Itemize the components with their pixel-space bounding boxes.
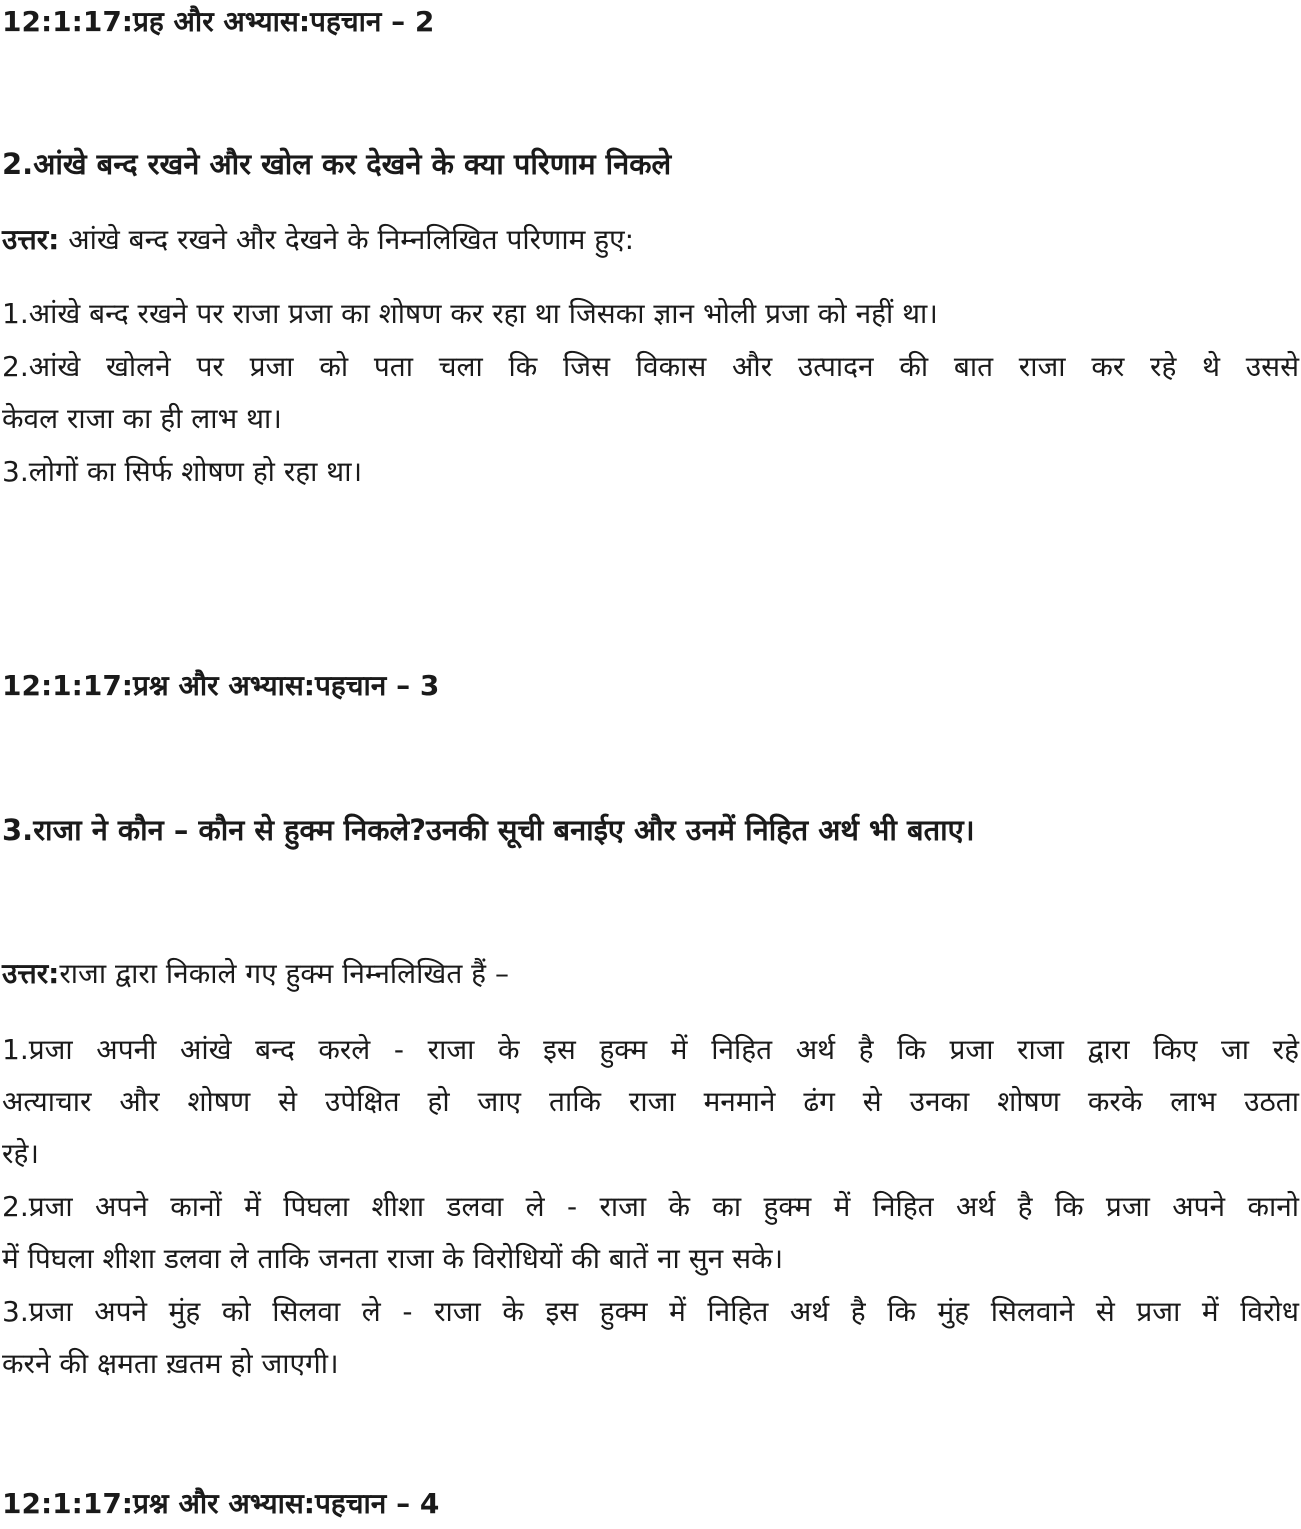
section-heading: 12:1:17:प्रश्न और अभ्यास:पहचान – 4 (2, 1487, 440, 1520)
answer-point: अत्याचार और शोषण से उपेक्षित हो जाए ताकि राजा मनमाने ढंग से उनका शोषण करके लाभ उठता (2, 1085, 1299, 1118)
section-heading: 12:1:17:प्रश्न और अभ्यास:पहचान – 3 (2, 669, 440, 702)
answer-point: 2.प्रजा अपने कानों में पिघला शीशा डलवा ले - राजा के का हुक्म में निहित अर्थ है कि प्रजा अपने कानो (2, 1190, 1299, 1223)
question-text: 2.आंखे बन्द रखने और खोल कर देखने के क्या परिणाम निकले (2, 147, 672, 181)
answer-point: में पिघला शीशा डलवा ले ताकि जनता राजा के विरोधियों की बातें ना सुन सके। (2, 1242, 784, 1275)
answer-intro (2, 222, 1299, 257)
answer-label: उत्तर: (2, 223, 60, 256)
answer-point: केवल राजा का ही लाभ था। (2, 402, 282, 435)
answer-intro (2, 956, 1299, 991)
answer-point: 1.आंखे बन्द रखने पर राजा प्रजा का शोषण कर रहा था जिसका ज्ञान भोली प्रजा को नहीं था। (2, 297, 938, 330)
answer-point: करने की क्षमता ख़तम हो जाएगी। (2, 1347, 339, 1380)
answer-intro-text: राजा द्वारा निकाले गए हुक्म निम्नलिखित हैं – (59, 957, 509, 990)
answer-label: उत्तर: (2, 957, 60, 990)
answer-point: रहे। (2, 1137, 39, 1170)
answer-point: 3.प्रजा अपने मुंह को सिलवा ले - राजा के इस हुक्म में निहित अर्थ है कि मुंह सिलवाने से प्रजा में विरोध (2, 1295, 1299, 1328)
answer-intro-text: आंखे बन्द रखने और देखने के निम्नलिखित परिणाम हुए: (59, 223, 635, 256)
answer-point: 2.आंखे खोलने पर प्रजा को पता चला कि जिस विकास और उत्पादन की बात राजा कर रहे थे उससे (2, 350, 1299, 383)
answer-point: 3.लोगों का सिर्फ शोषण हो रहा था। (2, 455, 363, 488)
question-text: 3.राजा ने कौन – कौन से हुक्म निकले?उनकी सूची बनाईए और उनमें निहित अर्थ भी बताए। (2, 813, 975, 847)
section-heading: 12:1:17:प्रह और अभ्यास:पहचान – 2 (2, 5, 435, 38)
answer-point: 1.प्रजा अपनी आंखे बन्द करले - राजा के इस हुक्म में निहित अर्थ है कि प्रजा राजा द्वारा किए जा रहे (2, 1033, 1299, 1066)
